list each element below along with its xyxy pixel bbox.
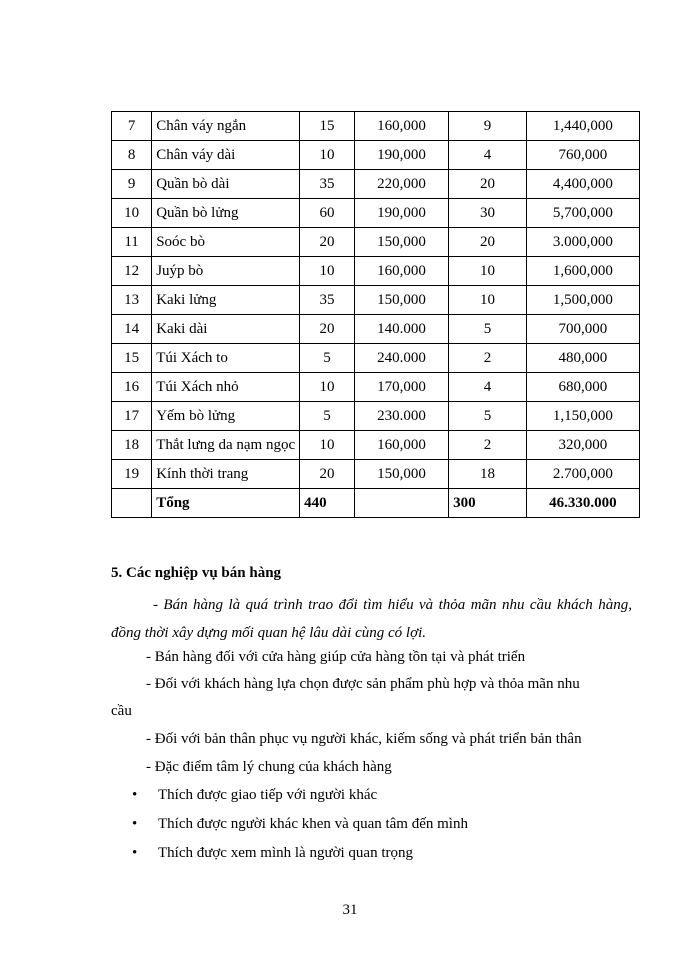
text-line: - Đối với khách hàng lựa chọn được sản phẩm phù hợp và thỏa mãn nhu xyxy=(146,676,580,692)
table-row xyxy=(112,286,640,315)
product-name-cell: Thắt lưng da nạm ngọc xyxy=(152,431,300,460)
quantity-cell: 10 xyxy=(300,373,355,402)
table-row xyxy=(112,431,640,460)
row-number-cell: 14 xyxy=(112,315,152,344)
amount-cell: 1,500,000 xyxy=(526,286,639,315)
unit-price-cell: 230.000 xyxy=(354,402,448,431)
unit-price-cell: 140.000 xyxy=(354,315,448,344)
row-number-cell: 15 xyxy=(112,344,152,373)
quantity-cell: 5 xyxy=(300,402,355,431)
text-line: - Đối với bản thân phục vụ người khác, kiếm sống và phát triển bản thân xyxy=(146,731,582,747)
quantity-cell: 20 xyxy=(300,228,355,257)
sold-quantity-cell: 4 xyxy=(449,141,527,170)
row-number-cell: 8 xyxy=(112,141,152,170)
bullet-icon: • xyxy=(132,787,138,803)
sold-quantity-cell: 30 xyxy=(449,199,527,228)
sales-table xyxy=(111,111,640,518)
sold-quantity-cell: 20 xyxy=(449,228,527,257)
sold-quantity-cell: 4 xyxy=(449,373,527,402)
sold-quantity-cell: 9 xyxy=(449,112,527,141)
unit-price-cell: 160,000 xyxy=(354,257,448,286)
product-name-cell: Kaki dài xyxy=(152,315,300,344)
product-name-cell: Túi Xách nhỏ xyxy=(152,373,300,402)
bullet-icon: • xyxy=(132,845,138,861)
amount-cell: 1,440,000 xyxy=(526,112,639,141)
table-row xyxy=(112,402,640,431)
section-heading: 5. Các nghiệp vụ bán hàng xyxy=(111,565,282,581)
row-number-cell: 12 xyxy=(112,257,152,286)
unit-price-cell: 220,000 xyxy=(354,170,448,199)
bullet-text: Thích được người khác khen và quan tâm đến mình xyxy=(158,816,468,832)
quantity-cell: 60 xyxy=(300,199,355,228)
table-row xyxy=(112,460,640,489)
unit-price-cell: 160,000 xyxy=(354,431,448,460)
row-number-cell: 16 xyxy=(112,373,152,402)
product-name-cell: Quần bò dài xyxy=(152,170,300,199)
amount-cell: 4,400,000 xyxy=(526,170,639,199)
bullet-icon: • xyxy=(132,816,138,832)
product-name-cell: Kaki lửng xyxy=(152,286,300,315)
sales-table-body xyxy=(112,112,640,518)
table-row xyxy=(112,170,640,199)
unit-price-cell: 190,000 xyxy=(354,141,448,170)
table-row xyxy=(112,141,640,170)
bullet-text: Thích được xem mình là người quan trọng xyxy=(158,845,413,861)
unit-price-cell: 190,000 xyxy=(354,199,448,228)
amount-cell: 3.000,000 xyxy=(526,228,639,257)
amount-cell: 2.700,000 xyxy=(526,460,639,489)
sold-quantity-cell: 10 xyxy=(449,257,527,286)
total-empty-cell xyxy=(354,489,448,518)
unit-price-cell: 240.000 xyxy=(354,344,448,373)
text-line: cầu xyxy=(111,703,132,719)
amount-cell: 320,000 xyxy=(526,431,639,460)
amount-cell: 760,000 xyxy=(526,141,639,170)
bullet-text: Thích được giao tiếp với người khác xyxy=(158,787,378,803)
table-row xyxy=(112,199,640,228)
row-number-cell: 19 xyxy=(112,460,152,489)
quantity-cell: 10 xyxy=(300,141,355,170)
sold-quantity-cell: 5 xyxy=(449,402,527,431)
table-row xyxy=(112,228,640,257)
total-quantity-cell: 440 xyxy=(300,489,355,518)
sold-quantity-cell: 2 xyxy=(449,431,527,460)
quantity-cell: 35 xyxy=(300,286,355,315)
sold-quantity-cell: 10 xyxy=(449,286,527,315)
amount-cell: 680,000 xyxy=(526,373,639,402)
unit-price-cell: 150,000 xyxy=(354,460,448,489)
bullet-item xyxy=(132,810,468,838)
total-empty-cell xyxy=(112,489,152,518)
table-row xyxy=(112,315,640,344)
table-row xyxy=(112,344,640,373)
amount-cell: 5,700,000 xyxy=(526,199,639,228)
row-number-cell: 13 xyxy=(112,286,152,315)
amount-cell: 1,150,000 xyxy=(526,402,639,431)
product-name-cell: Soóc bò xyxy=(152,228,300,257)
product-name-cell: Túi Xách to xyxy=(152,344,300,373)
product-name-cell: Chân váy ngắn xyxy=(152,112,300,141)
bullet-item xyxy=(132,781,377,809)
row-number-cell: 18 xyxy=(112,431,152,460)
total-sold-cell: 300 xyxy=(449,489,527,518)
sold-quantity-cell: 20 xyxy=(449,170,527,199)
amount-cell: 700,000 xyxy=(526,315,639,344)
product-name-cell: Yếm bò lửng xyxy=(152,402,300,431)
sold-quantity-cell: 2 xyxy=(449,344,527,373)
quantity-cell: 20 xyxy=(300,315,355,344)
product-name-cell: Quần bò lửng xyxy=(152,199,300,228)
quantity-cell: 35 xyxy=(300,170,355,199)
text-line: - Bán hàng đối với cửa hàng giúp cửa hàng tồn tại và phát triển xyxy=(146,649,526,665)
unit-price-cell: 150,000 xyxy=(354,228,448,257)
unit-price-cell: 170,000 xyxy=(354,373,448,402)
total-row xyxy=(112,489,640,518)
row-number-cell: 17 xyxy=(112,402,152,431)
quantity-cell: 15 xyxy=(300,112,355,141)
table-row xyxy=(112,112,640,141)
unit-price-cell: 150,000 xyxy=(354,286,448,315)
amount-cell: 480,000 xyxy=(526,344,639,373)
table-row xyxy=(112,373,640,402)
table-row xyxy=(112,257,640,286)
text-line: - Đặc điểm tâm lý chung của khách hàng xyxy=(146,759,392,775)
quantity-cell: 10 xyxy=(300,257,355,286)
intro-paragraph: - Bán hàng là quá trình trao đổi tìm hiểu và thỏa mãn nhu cầu khách hàng, đồng thời xây dựng mối quan hệ lâu dài cùng có lợi. xyxy=(111,597,632,641)
quantity-cell: 20 xyxy=(300,460,355,489)
row-number-cell: 9 xyxy=(112,170,152,199)
row-number-cell: 10 xyxy=(112,199,152,228)
bullet-item xyxy=(132,839,413,867)
total-label-cell: Tổng xyxy=(152,489,300,518)
row-number-cell: 11 xyxy=(112,228,152,257)
product-name-cell: Kính thời trang xyxy=(152,460,300,489)
total-amount-cell: 46.330.000 xyxy=(526,489,639,518)
product-name-cell: Juýp bò xyxy=(152,257,300,286)
quantity-cell: 10 xyxy=(300,431,355,460)
amount-cell: 1,600,000 xyxy=(526,257,639,286)
page-number: 31 xyxy=(342,902,358,918)
row-number-cell: 7 xyxy=(112,112,152,141)
unit-price-cell: 160,000 xyxy=(354,112,448,141)
sold-quantity-cell: 18 xyxy=(449,460,527,489)
quantity-cell: 5 xyxy=(300,344,355,373)
product-name-cell: Chân váy dài xyxy=(152,141,300,170)
sold-quantity-cell: 5 xyxy=(449,315,527,344)
